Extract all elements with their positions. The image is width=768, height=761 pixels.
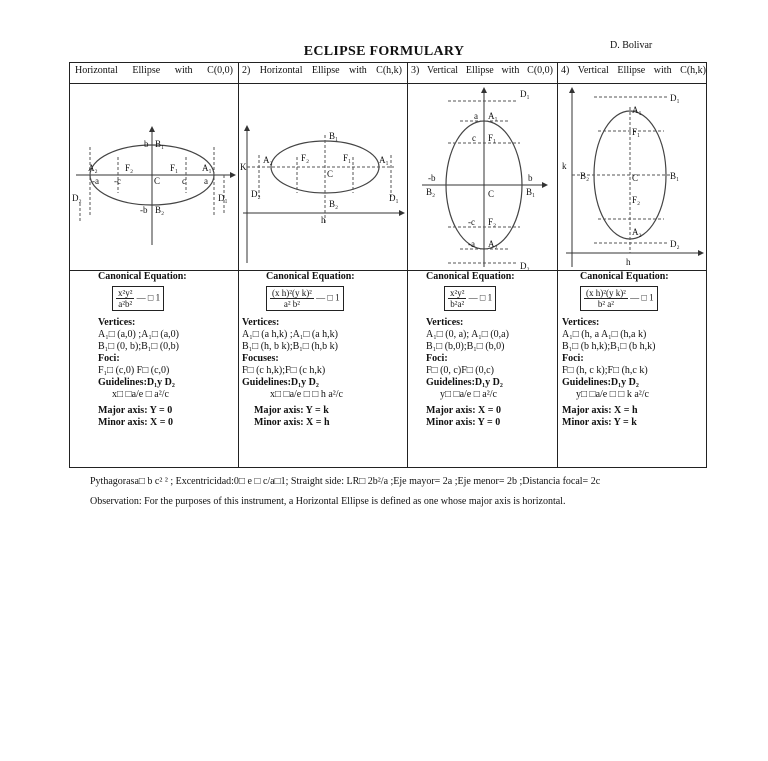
label-neg-c: -c bbox=[114, 176, 121, 186]
major-axis: Major axis: X = h bbox=[562, 405, 638, 416]
foci-label: Foci: bbox=[98, 353, 120, 364]
label-neg-c: -c bbox=[468, 217, 475, 227]
label-A2: A₂ bbox=[488, 239, 498, 249]
footer-observation: Observation: For the purposes of this instrument, a Horizontal Ellipse is defined as one whose major axis is horizontal. bbox=[90, 496, 566, 507]
vertices-a: A₁□ (h, a A₁□ (h,a k) bbox=[562, 329, 647, 340]
label-A2: A₂ bbox=[263, 155, 273, 165]
canonical-equation bbox=[112, 286, 164, 311]
diagram-vertical-hk bbox=[558, 85, 707, 270]
vertices-label: Vertices: bbox=[98, 317, 136, 328]
label-F1: F₁ bbox=[170, 163, 179, 173]
foci-label: Focuses: bbox=[242, 353, 279, 364]
guidelines-label: Guidelines:D₁y D₂ bbox=[242, 377, 319, 388]
label-h: h bbox=[626, 257, 631, 267]
column-header-2: 2) Horizontal Ellipse with C(h,k) bbox=[242, 65, 402, 76]
label-a: a bbox=[474, 111, 478, 121]
guidelines-equation: x□ □a/e □ □ h a²/c bbox=[270, 389, 343, 400]
major-axis: Major axis: Y = 0 bbox=[98, 405, 173, 416]
vertices-a: A₁□ (a,0) ;A₁□ (a,0) bbox=[98, 329, 179, 340]
label-A2: A₂ bbox=[632, 227, 642, 237]
eq-denominator: b² a² bbox=[597, 299, 615, 309]
canonical-equation bbox=[444, 286, 496, 311]
diagram-horizontal-origin bbox=[70, 85, 238, 270]
label-B1: B₁ bbox=[670, 171, 680, 181]
eq-rest: — □ 1 bbox=[468, 292, 493, 303]
canonical-label: Canonical Equation: bbox=[580, 271, 669, 282]
label-C: C bbox=[488, 189, 495, 199]
label-B1: B₁ bbox=[329, 131, 339, 141]
vertices-a: A₁□ (a h,k) ;A₁□ (a h,k) bbox=[242, 329, 338, 340]
formula-cell-1 bbox=[98, 271, 236, 429]
label-C: C bbox=[327, 169, 334, 179]
label-A1: A₁ bbox=[202, 163, 212, 173]
formula-cell-3 bbox=[426, 271, 554, 429]
author-name: D. Bolivar bbox=[610, 40, 653, 51]
label-A1: A₁ bbox=[632, 105, 642, 115]
label-B2: B₂ bbox=[155, 205, 165, 215]
label-B1: B₁ bbox=[526, 187, 536, 197]
column-header-3: 3) Vertical Ellipse with C(0,0) bbox=[411, 65, 553, 76]
label-B2: B₂ bbox=[580, 171, 590, 181]
label-neg-b: -b bbox=[140, 205, 148, 215]
label-a: a bbox=[204, 176, 208, 186]
label-D1: D₁ bbox=[218, 193, 228, 203]
label-F2: F₂ bbox=[632, 195, 641, 205]
label-D2: D₂ bbox=[251, 189, 261, 199]
diagram-horizontal-hk bbox=[239, 85, 407, 270]
label-F2: F₂ bbox=[301, 153, 310, 163]
guidelines-label: Guidelines:D₁y D₂ bbox=[562, 377, 639, 388]
label-B2: B₂ bbox=[329, 199, 339, 209]
label-B1: B₁ bbox=[155, 139, 165, 149]
label-D2: D₂ bbox=[72, 193, 82, 203]
label-c: c bbox=[182, 176, 186, 186]
label-F1: F₁ bbox=[343, 153, 352, 163]
footer-formulas: Pythagorasa□ b c² ² ; Excentricidad:0□ e □ c/a□1; Straight side: LR□ 2b²/a ;Eje mayor= 2a ;Eje menor= 2b ;Distancia focal= 2c bbox=[90, 476, 601, 487]
canonical-equation bbox=[266, 286, 344, 311]
vertices-label: Vertices: bbox=[242, 317, 280, 328]
column-header-1: Horizontal Ellipse with C(0,0) bbox=[75, 65, 233, 76]
foci-values: F□ (h, c k);F□ (h,c k) bbox=[562, 365, 648, 376]
eq-numerator: (x h)²(y k)² bbox=[272, 288, 312, 298]
label-b: b bbox=[144, 139, 149, 149]
foci-values: F□ (c h,k);F□ (c h,k) bbox=[242, 365, 326, 376]
vertices-b: B₁□ (0, b);B₁□ (0,b) bbox=[98, 341, 179, 352]
formula-cell-4 bbox=[562, 271, 706, 429]
vertices-b: B₁□ (h, b k);B₁□ (h,b k) bbox=[242, 341, 338, 352]
label-h: h bbox=[321, 215, 326, 225]
label-F2: F₂ bbox=[125, 163, 134, 173]
label-neg-a: -a bbox=[92, 176, 99, 186]
canonical-equation bbox=[580, 286, 658, 311]
guidelines-equation: x□ □a/e □ a²/c bbox=[112, 389, 169, 400]
major-axis: Major axis: X = 0 bbox=[426, 405, 501, 416]
label-neg-a: -a bbox=[468, 239, 475, 249]
foci-values: F□ (0, c)F□ (0,c) bbox=[426, 365, 494, 376]
label-A1: A₁ bbox=[379, 155, 389, 165]
guidelines-label: Guidelines:D₁y D₂ bbox=[98, 377, 175, 388]
row-divider bbox=[70, 83, 706, 84]
eq-rest: — □ 1 bbox=[316, 292, 340, 303]
formula-cell-2 bbox=[242, 271, 404, 429]
eq-numerator: x²y² bbox=[118, 288, 133, 298]
label-D1: D₁ bbox=[389, 193, 399, 203]
major-axis: Major axis: Y = k bbox=[254, 405, 329, 416]
foci-values: F₁□ (c,0) F□ (c,0) bbox=[98, 365, 170, 376]
foci-label: Foci: bbox=[562, 353, 584, 364]
label-k: k bbox=[562, 161, 567, 171]
minor-axis: Minor axis: Y = k bbox=[562, 417, 637, 428]
column-header-4: 4) Vertical Ellipse with C(h,k) bbox=[561, 65, 706, 76]
guidelines-equation: y□ □a/e □ □ k a²/c bbox=[576, 389, 649, 400]
eq-numerator: (x h)²(y k)² bbox=[586, 288, 626, 298]
canonical-label: Canonical Equation: bbox=[98, 271, 187, 282]
diagram-vertical-origin bbox=[408, 85, 557, 270]
page-title: ECLIPSE FORMULARY bbox=[303, 44, 465, 59]
eq-numerator: x²y² bbox=[450, 288, 465, 298]
eq-denominator: b²a² bbox=[450, 299, 465, 309]
label-F1: F₁ bbox=[488, 133, 497, 143]
label-K: K bbox=[240, 162, 247, 172]
label-D1: D₁ bbox=[520, 89, 530, 99]
vertices-b: B₁□ (b h,k);B₁□ (b h,k) bbox=[562, 341, 656, 352]
formulary-table bbox=[69, 62, 707, 468]
minor-axis: Minor axis: X = h bbox=[254, 417, 330, 428]
label-b: b bbox=[528, 173, 533, 183]
vertices-b: B₁□ (b,0);B₁□ (b,0) bbox=[426, 341, 505, 352]
label-B2: B₂ bbox=[426, 187, 436, 197]
label-A1: A₁ bbox=[488, 111, 498, 121]
canonical-label: Canonical Equation: bbox=[426, 271, 515, 282]
label-D1: D₁ bbox=[670, 93, 680, 103]
vertices-a: A₁□ (0, a); A₁□ (0,a) bbox=[426, 329, 509, 340]
vertices-label: Vertices: bbox=[426, 317, 464, 328]
guidelines-label: Guidelines:D₁y D₂ bbox=[426, 377, 503, 388]
label-A2: A₂ bbox=[88, 163, 98, 173]
label-c: c bbox=[472, 133, 476, 143]
eq-rest: — □ 1 bbox=[630, 292, 654, 303]
label-F1: F₁ bbox=[632, 127, 641, 137]
label-neg-b: -b bbox=[428, 173, 436, 183]
label-F2: F₂ bbox=[488, 217, 497, 227]
label-C: C bbox=[632, 173, 639, 183]
eq-rest: — □ 1 bbox=[136, 292, 161, 303]
eq-denominator: a²b² bbox=[118, 299, 133, 309]
vertices-label: Vertices: bbox=[562, 317, 600, 328]
label-C: C bbox=[154, 176, 161, 186]
eq-denominator: a² b² bbox=[283, 299, 301, 309]
minor-axis: Minor axis: X = 0 bbox=[98, 417, 173, 428]
minor-axis: Minor axis: Y = 0 bbox=[426, 417, 501, 428]
label-D2: D₂ bbox=[670, 239, 680, 249]
guidelines-equation: y□ □a/e □ a²/c bbox=[440, 389, 497, 400]
canonical-label: Canonical Equation: bbox=[266, 271, 355, 282]
label-D2: D₂ bbox=[520, 261, 530, 270]
foci-label: Foci: bbox=[426, 353, 448, 364]
